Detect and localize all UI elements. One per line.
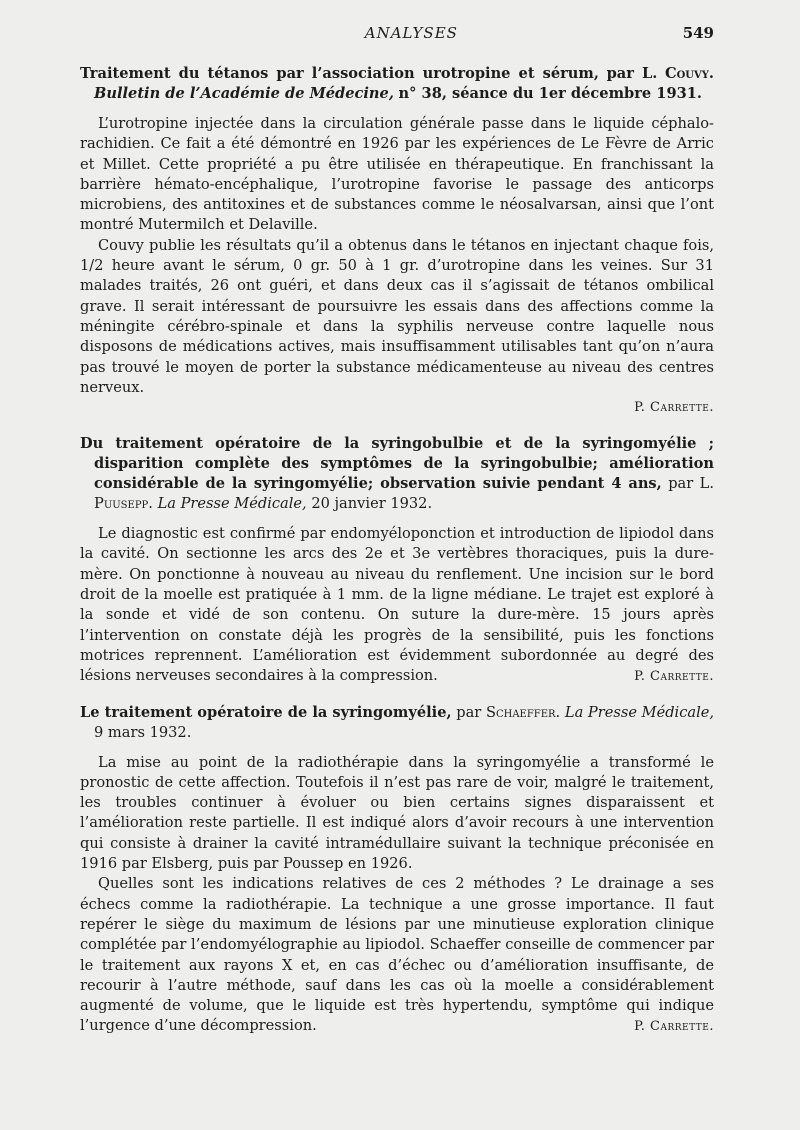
article-author: Schaeffer. bbox=[485, 703, 561, 721]
article-body bbox=[80, 114, 714, 398]
article-title: Le traitement opératoire de la syringomyélie, bbox=[80, 703, 452, 721]
article-source-journal: La Presse Médicale, bbox=[564, 703, 715, 721]
signature-name: Carrette. bbox=[650, 1018, 714, 1034]
article-by: par L. bbox=[606, 65, 658, 82]
article-body bbox=[80, 753, 714, 1037]
paragraph: Couvy publie les résultats qu’il a obtenus dans le tétanos en injectant chaque fois, 1/2 heure avant le sérum, 0 gr. 50 à 1 gr. d’urotropine dans les veines. Sur 31 malades traités, 26 ont guéri, et dans deux cas il s’agissait de tétanos ombilical grave. Il serait intéressant de poursuivre les essais dans des affections comme la méningite cérébro-spinale et dans la syphilis nerveuse contre laquelle nous disposons de médications actives, mais insuffisamment utilisables tant qu’on n’aura pas trouvé le moyen de porter la substance médicamenteuse au niveau des centres nerveux. bbox=[80, 236, 714, 396]
article-header bbox=[80, 64, 714, 104]
article-title: Du traitement opératoire de la syringobulbie et de la syringomyélie ; disparition complète des symptômes de la syringobulbie; amélioration considérable de la syringomyélie; observation suivie pendant 4 ans, bbox=[80, 435, 714, 493]
article-source-journal: Bulletin de l’Académie de Médecine, bbox=[94, 85, 394, 102]
article-body bbox=[80, 524, 714, 686]
signature bbox=[80, 398, 714, 418]
article-schaeffer bbox=[80, 703, 714, 1037]
signature-name: Carrette. bbox=[650, 400, 714, 416]
signature-initial: P. bbox=[634, 400, 646, 416]
article-source-details: 20 janvier 1932. bbox=[311, 495, 433, 513]
article-author: Couvy. bbox=[664, 65, 714, 82]
paragraph: Quelles sont les indications relatives de ces 2 méthodes ? Le drainage a ses échecs comme la radiothérapie. La technique a une grosse importance. Il faut repérer le siège du maximum de lésions par une minutieuse exploration clinique complétée par l’endomyélographie au lipiodol. Schaeffer conseille de commencer par le traitement aux rayons X et, en cas d’échec ou d’amélioration insuffisante, de recourir à l’autre méthode, sauf dans les cas où la moelle a considérablement augmenté de volume, que le liquide est très hypertendu, symptôme qui indique l’urgence d’une décompression. bbox=[80, 875, 714, 1035]
article-source-details: 9 mars 1932. bbox=[94, 723, 192, 741]
running-head bbox=[80, 24, 714, 64]
page-number: 549 bbox=[682, 24, 714, 42]
article-header bbox=[80, 434, 714, 514]
article-author: Puusepp. bbox=[94, 495, 153, 513]
signature-name: Carrette. bbox=[650, 668, 714, 684]
article-by: par L. bbox=[668, 475, 714, 493]
paragraph: Le diagnostic est confirmé par endomyéloponction et introduction de lipiodol dans la cavité. On sectionne les arcs des 2e et 3e vertèbres thoraciques, puis la dure-mère. On ponctionne à nouveau au niveau du renflement. Une incision sur le bord droit de la moelle est pratiquée à 1 mm. de la ligne médiane. Le trajet est exploré à la sonde et vidé de son contenu. On suture la dure-mère. 15 jours après l’intervention on constate déjà les progrès de la sensibilité, puis les fonctions motrices reprennent. L’amélioration est évidemment subordonnée au degré des lésions nerveuses secondaires à la compression. bbox=[80, 525, 714, 685]
article-header bbox=[80, 703, 714, 743]
signature-initial: P. bbox=[634, 668, 646, 684]
article-puusepp bbox=[80, 434, 714, 686]
signature-initial: P. bbox=[634, 1018, 646, 1034]
article-couvy bbox=[80, 64, 714, 418]
running-title: ANALYSES bbox=[364, 24, 458, 42]
article-source-details: n° 38, séance du 1er décembre 1931. bbox=[398, 85, 702, 102]
article-source-journal: La Presse Médicale, bbox=[157, 495, 307, 513]
article-by: par bbox=[456, 703, 482, 721]
paragraph: L’urotropine injectée dans la circulation générale passe dans le liquide céphalo-rachidien. Ce fait a été démontré en 1926 par les expériences de Le Fèvre de Arric et Millet. Cette propriété a pu être utilisée en thérapeutique. En franchissant la barrière hémato-encéphalique, l’urotropine favorise le passage des anticorps microbiens, des antitoxines et de substances comme le néosalvarsan, ainsi que l’ont montré Mutermilch et Delaville. bbox=[80, 115, 714, 234]
paragraph: La mise au point de la radiothérapie dans la syringomyélie a transformé le pronostic de cette affection. Toutefois il n’est pas rare de voir, malgré le traitement, les troubles continuer à évoluer ou bien certains signes disparaissent et l’amélioration reste partielle. Il est indiqué alors d’avoir recours à une intervention qui consiste à drainer la cavité intramédullaire suivant la technique préconisée en 1916 par Elsberg, puis par Poussep en 1926. bbox=[80, 753, 714, 873]
article-title: Traitement du tétanos par l’association urotropine et sérum, bbox=[80, 65, 599, 82]
